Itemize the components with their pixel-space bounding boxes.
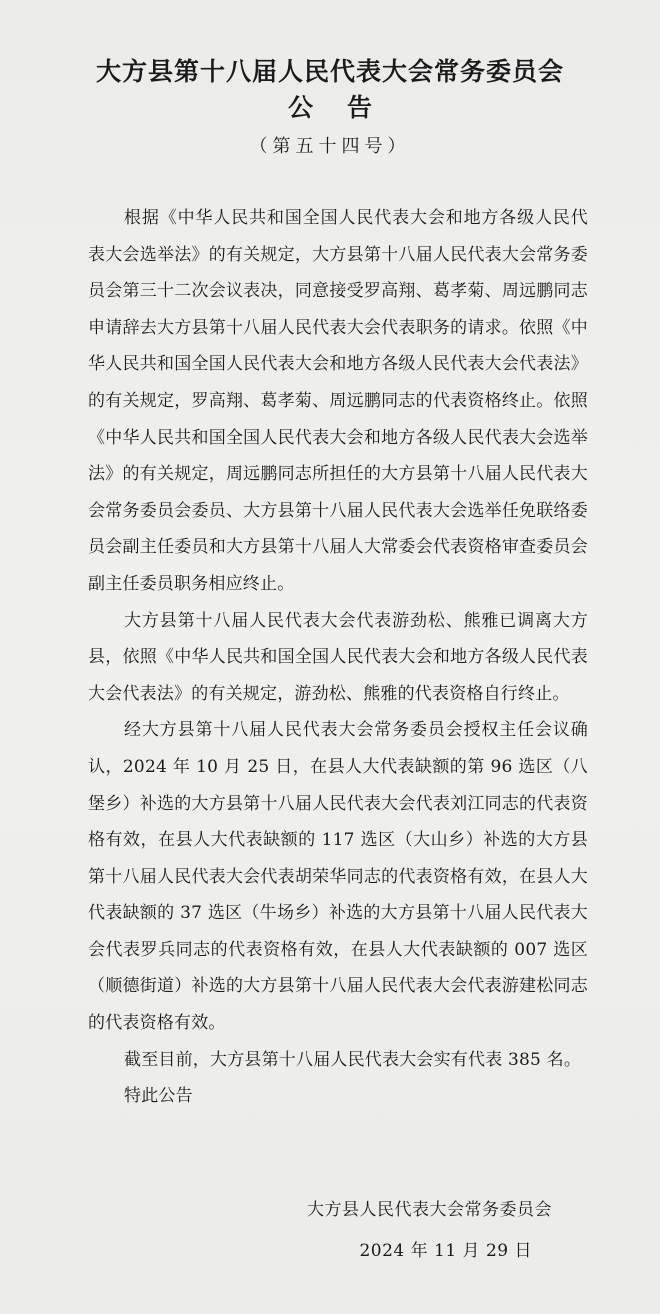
paragraph-relocation: 大方县第十八届人民代表大会代表游劲松、熊雅已调离大方县，依照《中华人民共和国全国人民代表大会和地方各级人民代表大会代表法》的有关规定，游劲松、熊雅的代表资格自行终止。: [88, 610, 588, 704]
signature-organization: 大方县人民代表大会常务委员会: [307, 1200, 552, 1220]
signature-date: 2024 年 11 月 29 日: [359, 1241, 532, 1261]
document-number: （第五十四号）: [249, 136, 411, 157]
announcement-body: [88, 200, 588, 1115]
document-title: 大方县第十八届人民代表大会常务委员会: [95, 57, 564, 86]
paragraph-total-count: 截至目前，大方县第十八届人民代表大会实有代表 385 名。: [124, 1049, 582, 1070]
document-subtitle: 公告: [287, 93, 406, 122]
paragraph-by-election: 经大方县第十八届人民代表大会常务委员会授权主任会议确认，2024 年 10 月 25 日，在县人大代表缺额的第 96 选区（八堡乡）补选的大方县第十八届人民代表大会代表刘江同志的代表资格有效，在县人大代表缺额的 117 选区（大山乡）补选的大方县第十八届人民代表大会代表胡荣华同志的代表资格有效，在县人大代表缺额的 37 选区（牛场乡）补选的大方县第十八届人民代表大会代表罗兵同志的代表资格有效，在县人大代表缺额的 007 选区（顺德街道）补选的大方县第十八届人民代表大会代表游建松同志的代表资格有效。: [88, 720, 588, 1034]
paragraph-closing: 特此公告: [124, 1086, 193, 1107]
paragraph-resignation: 根据《中华人民共和国全国人民代表大会和地方各级人民代表大会选举法》的有关规定，大方县第十八届人民代表大会常务委员会第三十二次会议表决，同意接受罗高翔、葛孝菊、周远鹏同志申请辞去大方县第十八届人民代表大会代表职务的请求。依照《中华人民共和国全国人民代表大会和地方各级人民代表大会代表法》的有关规定，罗高翔、葛孝菊、周远鹏同志的代表资格终止。依照《中华人民共和国全国人民代表大会和地方各级人民代表大会选举法》的有关规定，周远鹏同志所担任的大方县第十八届人民代表大会常务委员会委员、大方县第十八届人民代表大会选举任免联络委员会副主任委员和大方县第十八届人大常委会代表资格审查委员会副主任委员职务相应终止。: [88, 208, 588, 594]
